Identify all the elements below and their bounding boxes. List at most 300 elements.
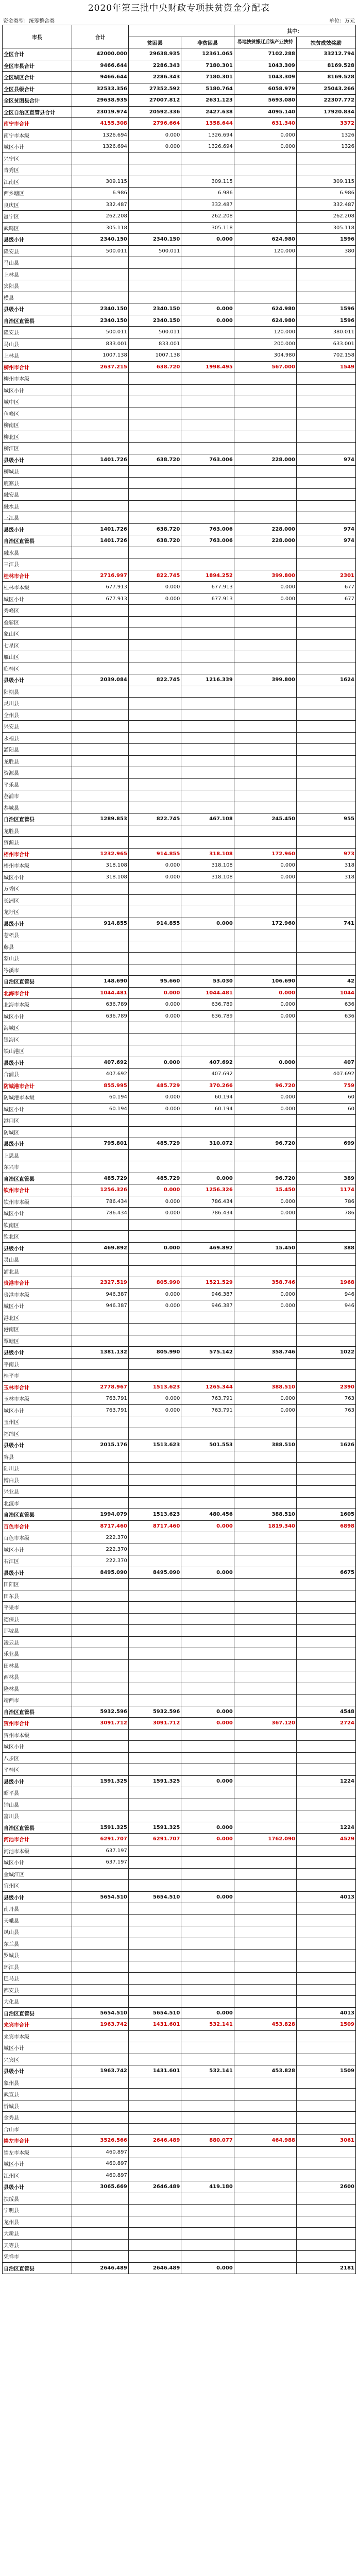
row-name-cell: 兴业县 <box>3 1486 72 1498</box>
row-name-cell: 贵港市合计 <box>3 1277 72 1289</box>
row-value-cell: 22307.772 <box>297 95 356 107</box>
row-name-cell: 凭祥市 <box>3 2251 72 2263</box>
row-name-cell: 防城区 <box>3 1126 72 1138</box>
row-value-cell: 388.510 <box>234 1439 296 1451</box>
row-value-cell <box>297 1022 356 1034</box>
row-value-cell <box>234 755 296 767</box>
row-value-cell <box>72 1590 128 1602</box>
row-value-cell <box>128 1312 181 1324</box>
row-name-cell: 田东县 <box>3 1590 72 1602</box>
row-value-cell <box>234 1625 296 1637</box>
row-value-cell <box>297 2170 356 2181</box>
row-value-cell <box>72 1126 128 1138</box>
table-row <box>3 999 356 1011</box>
row-name-cell: 钦南区 <box>3 1219 72 1231</box>
row-value-cell: 222.370 <box>72 1544 128 1555</box>
row-value-cell <box>128 1683 181 1694</box>
table-row <box>3 570 356 582</box>
row-name-cell: 融安县 <box>3 489 72 501</box>
row-value-cell <box>72 164 128 176</box>
row-value-cell: 822.745 <box>128 674 181 686</box>
row-value-cell <box>297 1625 356 1637</box>
row-value-cell <box>234 605 296 617</box>
row-value-cell: 53.030 <box>181 976 234 988</box>
row-value-cell: 172.960 <box>234 848 296 860</box>
row-value-cell <box>297 894 356 906</box>
row-value-cell <box>234 2193 296 2205</box>
row-value-cell: 460.897 <box>72 2158 128 2170</box>
row-value-cell: 9466.644 <box>72 60 128 72</box>
row-value-cell <box>297 790 356 802</box>
table-row <box>3 361 356 373</box>
table-row <box>3 1636 356 1648</box>
row-value-cell: 485.729 <box>72 1173 128 1184</box>
row-name-cell: 合浦县 <box>3 1069 72 1080</box>
row-value-cell <box>128 1115 181 1127</box>
row-value-cell: 532.141 <box>181 2065 234 2077</box>
row-name-cell: 全州县 <box>3 709 72 721</box>
row-value-cell <box>181 1126 234 1138</box>
row-name-cell: 福绵区 <box>3 1428 72 1439</box>
row-name-cell: 港北区 <box>3 1312 72 1324</box>
row-value-cell <box>234 1810 296 1822</box>
row-value-cell <box>128 1265 181 1277</box>
row-name-cell: 城区小计 <box>3 384 72 396</box>
row-name-cell: 江南区 <box>3 176 72 188</box>
row-value-cell: 6291.707 <box>128 1834 181 1845</box>
row-value-cell <box>181 1683 234 1694</box>
row-value-cell <box>297 778 356 790</box>
row-name-cell: 防城港市本级 <box>3 1092 72 1104</box>
table-row <box>3 1115 356 1127</box>
row-value-cell <box>128 1764 181 1776</box>
row-value-cell <box>128 651 181 663</box>
row-name-cell: 县级小计 <box>3 1439 72 1451</box>
row-value-cell <box>297 941 356 953</box>
row-value-cell <box>234 1706 296 1718</box>
row-value-cell <box>128 1741 181 1753</box>
row-value-cell <box>72 1474 128 1486</box>
row-value-cell <box>297 2251 356 2263</box>
row-value-cell: 2181 <box>297 2262 356 2274</box>
row-value-cell <box>181 651 234 663</box>
row-value-cell: 0.000 <box>128 1242 181 1254</box>
row-value-cell: 0.000 <box>128 593 181 605</box>
row-value-cell <box>181 686 234 698</box>
row-value-cell <box>297 1532 356 1544</box>
row-value-cell <box>181 419 234 431</box>
row-value-cell <box>72 1659 128 1671</box>
row-name-cell: 来宾市本级 <box>3 2030 72 2042</box>
row-value-cell <box>72 2123 128 2135</box>
row-name-cell: 自治区直管县 <box>3 315 72 327</box>
row-name-cell: 都安县 <box>3 1984 72 1996</box>
header-poor-county: 贫困县 <box>128 37 181 48</box>
row-name-cell: 县级小计 <box>3 1138 72 1150</box>
row-value-cell <box>234 639 296 651</box>
row-value-cell: 0.000 <box>234 1196 296 1208</box>
row-value-cell <box>297 744 356 756</box>
row-value-cell: 222.370 <box>72 1532 128 1544</box>
row-value-cell <box>72 941 128 953</box>
row-value-cell <box>181 1648 234 1660</box>
row-value-cell <box>234 2205 296 2216</box>
row-name-cell: 宁明县 <box>3 2205 72 2216</box>
row-value-cell: 0.000 <box>181 303 234 315</box>
row-value-cell: 485.729 <box>128 1173 181 1184</box>
row-value-cell <box>234 1324 296 1335</box>
row-value-cell <box>128 663 181 674</box>
row-value-cell <box>297 1671 356 1683</box>
row-name-cell: 横县 <box>3 292 72 303</box>
row-value-cell <box>234 1636 296 1648</box>
row-name-cell: 象山区 <box>3 628 72 640</box>
row-value-cell <box>72 732 128 744</box>
row-value-cell <box>234 2089 296 2100</box>
row-value-cell <box>128 1648 181 1660</box>
row-value-cell: 805.990 <box>128 1347 181 1359</box>
row-value-cell: 8169.528 <box>297 72 356 83</box>
row-name-cell: 隆林县 <box>3 1683 72 1694</box>
row-value-cell <box>181 431 234 443</box>
row-value-cell: 60.194 <box>72 1092 128 1104</box>
row-name-cell: 昭平县 <box>3 1787 72 1799</box>
row-value-cell: 1521.529 <box>181 1277 234 1289</box>
row-value-cell <box>128 2216 181 2228</box>
row-value-cell <box>297 1115 356 1127</box>
row-name-cell: 柳州市本级 <box>3 373 72 385</box>
table-row <box>3 2054 356 2065</box>
row-value-cell <box>181 338 234 350</box>
row-name-cell: 来宾市合计 <box>3 2019 72 2031</box>
row-value-cell <box>72 1149 128 1161</box>
row-value-cell <box>234 257 296 269</box>
table-row <box>3 1914 356 1926</box>
row-value-cell <box>234 431 296 443</box>
row-value-cell <box>72 1602 128 1614</box>
row-value-cell: 42 <box>297 976 356 988</box>
row-value-cell: 636 <box>297 1010 356 1022</box>
row-name-cell: 象州县 <box>3 2077 72 2089</box>
row-value-cell <box>234 1022 296 1034</box>
table-row <box>3 1069 356 1080</box>
allocation-table <box>2 25 356 2274</box>
fund-type-label: 资金类型：统筹整合类 <box>3 19 55 24</box>
row-value-cell: 6291.707 <box>72 1834 128 1845</box>
row-value-cell <box>128 1231 181 1243</box>
row-value-cell: 1174 <box>297 1184 356 1196</box>
row-value-cell <box>181 1451 234 1463</box>
row-value-cell: 0.000 <box>234 1010 296 1022</box>
row-value-cell <box>128 2158 181 2170</box>
table-row <box>3 1497 356 1509</box>
row-value-cell <box>128 1416 181 1428</box>
row-value-cell <box>72 906 128 918</box>
row-value-cell <box>234 419 296 431</box>
row-value-cell: 1591.325 <box>72 1775 128 1787</box>
row-value-cell: 305.118 <box>72 222 128 234</box>
row-value-cell <box>234 1845 296 1857</box>
row-name-cell: 马山县 <box>3 338 72 350</box>
row-value-cell: 1509 <box>297 2065 356 2077</box>
table-row <box>3 2123 356 2135</box>
row-name-cell: 凌云县 <box>3 1636 72 1648</box>
row-value-cell <box>181 698 234 709</box>
row-value-cell <box>72 1451 128 1463</box>
table-row <box>3 1370 356 1382</box>
row-value-cell: 914.855 <box>128 848 181 860</box>
row-value-cell <box>181 778 234 790</box>
row-value-cell <box>297 953 356 964</box>
row-value-cell: 2716.997 <box>72 570 128 582</box>
row-value-cell: 27352.592 <box>128 83 181 95</box>
row-value-cell <box>72 1358 128 1370</box>
row-value-cell: 1224 <box>297 1822 356 1834</box>
row-value-cell <box>234 489 296 501</box>
row-value-cell <box>128 443 181 454</box>
table-row <box>3 129 356 141</box>
row-value-cell <box>128 2205 181 2216</box>
row-value-cell <box>297 686 356 698</box>
row-value-cell: 399.800 <box>234 674 296 686</box>
table-row <box>3 1926 356 1938</box>
row-value-cell <box>181 1914 234 1926</box>
row-value-cell: 200.000 <box>234 338 296 350</box>
row-value-cell <box>128 1694 181 1706</box>
row-name-cell: 南宁市合计 <box>3 118 72 130</box>
header-city: 市县 <box>3 25 72 48</box>
row-value-cell <box>234 1659 296 1671</box>
row-value-cell <box>128 1497 181 1509</box>
row-value-cell <box>128 1219 181 1231</box>
row-value-cell <box>234 558 296 570</box>
table-row <box>3 744 356 756</box>
row-value-cell: 1007.138 <box>72 350 128 362</box>
row-value-cell <box>181 744 234 756</box>
row-value-cell: 1591.325 <box>128 1822 181 1834</box>
row-name-cell: 陆川县 <box>3 1463 72 1475</box>
row-value-cell: 2286.343 <box>128 72 181 83</box>
row-value-cell <box>181 883 234 895</box>
row-value-cell: 974 <box>297 454 356 466</box>
row-name-cell: 田阳区 <box>3 1579 72 1590</box>
row-value-cell: 638.720 <box>128 535 181 547</box>
row-value-cell <box>297 929 356 941</box>
table-row <box>3 1474 356 1486</box>
row-value-cell <box>72 1880 128 1892</box>
row-value-cell <box>128 222 181 234</box>
row-name-cell: 临桂区 <box>3 663 72 674</box>
row-value-cell: 407.692 <box>72 1057 128 1069</box>
row-value-cell: 15.450 <box>234 1242 296 1254</box>
table-row <box>3 245 356 257</box>
row-value-cell <box>128 1938 181 1950</box>
row-name-cell: 阳朔县 <box>3 686 72 698</box>
row-value-cell <box>181 1474 234 1486</box>
row-name-cell: 天峨县 <box>3 1914 72 1926</box>
row-value-cell <box>181 292 234 303</box>
row-value-cell <box>297 1961 356 1973</box>
row-value-cell <box>297 1903 356 1915</box>
row-value-cell <box>72 1973 128 1985</box>
row-value-cell <box>181 1579 234 1590</box>
row-value-cell: 1596 <box>297 303 356 315</box>
row-value-cell <box>297 1973 356 1985</box>
row-value-cell: 855.995 <box>72 1080 128 1092</box>
row-value-cell <box>128 1602 181 1614</box>
row-value-cell <box>297 2112 356 2124</box>
row-name-cell: 南宁市本级 <box>3 129 72 141</box>
row-value-cell <box>128 721 181 733</box>
row-value-cell: 4095.140 <box>234 106 296 118</box>
row-value-cell: 0.000 <box>128 987 181 999</box>
row-value-cell: 6.986 <box>297 188 356 199</box>
row-value-cell: 407.692 <box>297 1069 356 1080</box>
table-row <box>3 477 356 489</box>
row-value-cell <box>72 2228 128 2240</box>
row-value-cell <box>297 1486 356 1498</box>
row-value-cell <box>234 1126 296 1138</box>
row-value-cell <box>128 1544 181 1555</box>
row-value-cell <box>128 2228 181 2240</box>
row-value-cell <box>297 2205 356 2216</box>
row-name-cell: 桂林市合计 <box>3 570 72 582</box>
row-value-cell: 42000.000 <box>72 48 128 60</box>
row-value-cell <box>128 1254 181 1266</box>
row-value-cell: 23019.974 <box>72 106 128 118</box>
row-value-cell <box>128 1914 181 1926</box>
row-value-cell <box>128 837 181 849</box>
row-value-cell <box>128 2030 181 2042</box>
row-value-cell <box>72 373 128 385</box>
row-value-cell <box>297 1799 356 1810</box>
row-value-cell <box>297 1950 356 1961</box>
row-value-cell <box>72 1045 128 1057</box>
row-value-cell <box>181 906 234 918</box>
row-value-cell: 2340.150 <box>72 234 128 246</box>
row-name-cell: 兴宾区 <box>3 2054 72 2065</box>
table-row <box>3 2193 356 2205</box>
row-value-cell: 638.720 <box>128 523 181 535</box>
row-value-cell <box>128 268 181 280</box>
row-value-cell <box>181 1659 234 1671</box>
row-name-cell: 长洲区 <box>3 894 72 906</box>
row-value-cell: 6898 <box>297 1520 356 1532</box>
row-value-cell <box>234 1938 296 1950</box>
table-row <box>3 1903 356 1915</box>
row-value-cell <box>297 628 356 640</box>
row-value-cell <box>234 802 296 814</box>
row-value-cell <box>128 1451 181 1463</box>
row-value-cell <box>181 2228 234 2240</box>
row-value-cell <box>297 2077 356 2089</box>
row-value-cell: 96.720 <box>234 1080 296 1092</box>
row-value-cell <box>181 1625 234 1637</box>
row-value-cell <box>181 2205 234 2216</box>
table-row <box>3 686 356 698</box>
row-value-cell: 567.000 <box>234 361 296 373</box>
row-value-cell: 914.855 <box>72 918 128 929</box>
row-value-cell <box>297 1254 356 1266</box>
row-value-cell: 1289.853 <box>72 814 128 825</box>
table-row <box>3 848 356 860</box>
row-value-cell: 631.340 <box>234 118 296 130</box>
row-value-cell: 358.746 <box>234 1347 296 1359</box>
row-name-cell: 良庆区 <box>3 199 72 211</box>
row-value-cell: 4013 <box>297 1891 356 1903</box>
row-value-cell <box>128 2239 181 2251</box>
header-reward: 扶贫成效奖励 <box>297 37 356 48</box>
row-value-cell <box>72 605 128 617</box>
table-row <box>3 280 356 292</box>
row-value-cell <box>72 1764 128 1776</box>
row-name-cell: 富川县 <box>3 1810 72 1822</box>
table-row <box>3 1868 356 1880</box>
row-value-cell <box>181 1033 234 1045</box>
row-value-cell: 0.000 <box>234 1208 296 1219</box>
row-value-cell <box>181 732 234 744</box>
row-value-cell <box>72 1799 128 1810</box>
table-row <box>3 871 356 883</box>
row-name-cell: 城区小计 <box>3 1300 72 1312</box>
row-name-cell: 自治区直管县 <box>3 1706 72 1718</box>
row-value-cell <box>128 1787 181 1799</box>
row-name-cell: 龙胜县 <box>3 755 72 767</box>
row-value-cell: 1043.309 <box>234 60 296 72</box>
table-row <box>3 1567 356 1579</box>
row-value-cell: 1591.325 <box>128 1775 181 1787</box>
row-value-cell: 29638.935 <box>128 48 181 60</box>
row-name-cell: 灌阳县 <box>3 744 72 756</box>
row-value-cell <box>181 825 234 837</box>
row-value-cell: 29638.935 <box>72 95 128 107</box>
row-value-cell: 0.000 <box>128 1300 181 1312</box>
table-row <box>3 1648 356 1660</box>
row-name-cell: 天等县 <box>3 2239 72 2251</box>
row-value-cell: 795.801 <box>72 1138 128 1150</box>
row-value-cell <box>181 837 234 849</box>
table-row <box>3 663 356 674</box>
row-value-cell <box>72 1903 128 1915</box>
row-name-cell: 城区小计 <box>3 1741 72 1753</box>
row-value-cell <box>234 1764 296 1776</box>
row-value-cell: 2778.967 <box>72 1381 128 1393</box>
table-row <box>3 1103 356 1115</box>
row-value-cell <box>128 1996 181 2008</box>
row-value-cell: 575.142 <box>181 1347 234 1359</box>
row-value-cell <box>128 419 181 431</box>
row-value-cell <box>181 1903 234 1915</box>
row-value-cell <box>234 883 296 895</box>
table-row <box>3 1625 356 1637</box>
row-value-cell: 15.450 <box>234 1184 296 1196</box>
table-row <box>3 1845 356 1857</box>
meta-row <box>0 16 358 25</box>
row-value-cell <box>234 1544 296 1555</box>
row-value-cell: 0.000 <box>234 129 296 141</box>
row-value-cell <box>297 698 356 709</box>
table-row <box>3 1219 356 1231</box>
row-value-cell: 1591.325 <box>72 1822 128 1834</box>
row-value-cell <box>181 1764 234 1776</box>
row-value-cell: 786.434 <box>181 1208 234 1219</box>
row-value-cell: 380 <box>297 245 356 257</box>
row-value-cell <box>72 1683 128 1694</box>
table-row <box>3 396 356 408</box>
row-value-cell <box>181 1590 234 1602</box>
row-value-cell <box>297 1868 356 1880</box>
row-value-cell <box>297 2158 356 2170</box>
